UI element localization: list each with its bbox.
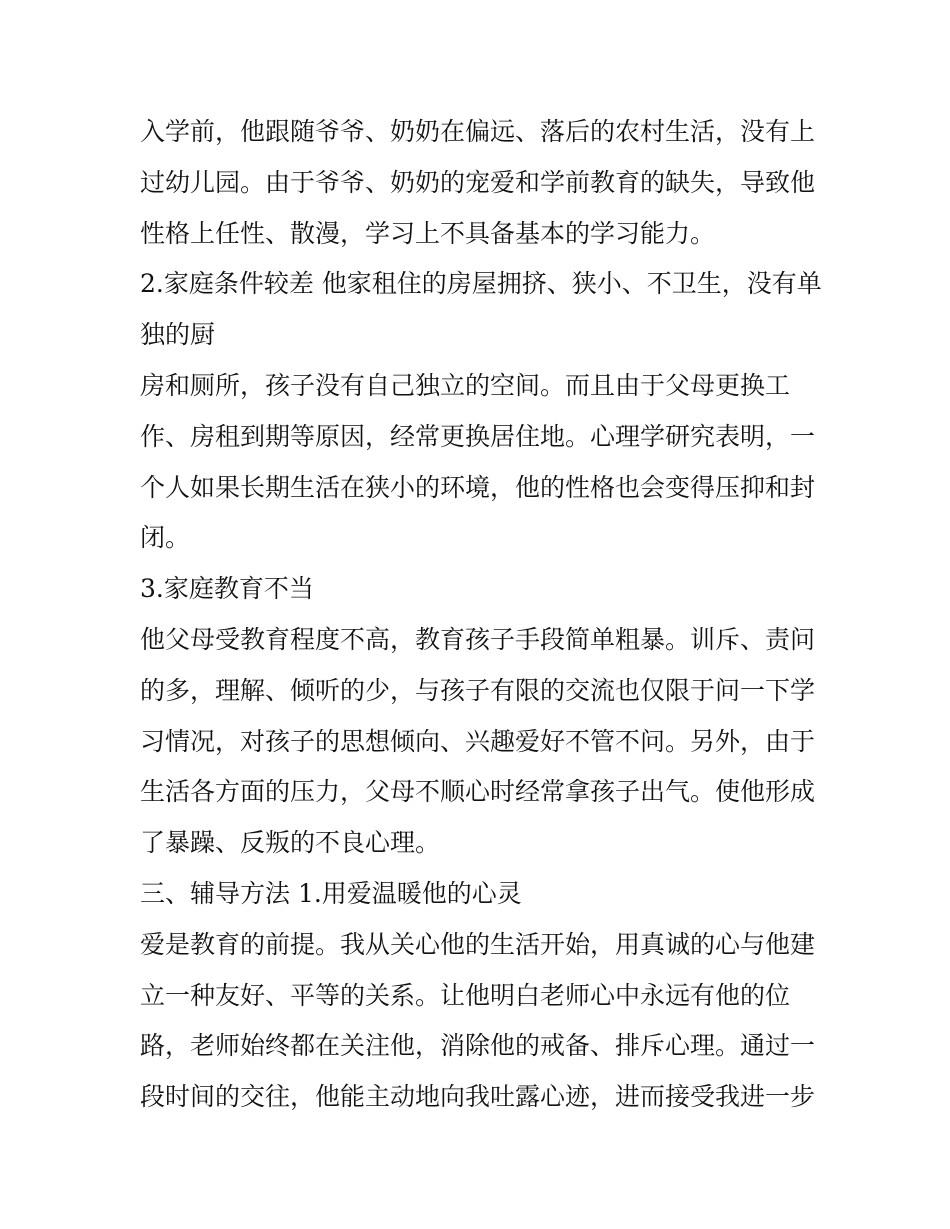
text-line: 习情况，对孩子的思想倾向、兴趣爱好不管不问。另外，由于 — [140, 726, 816, 756]
text-line: 爱是教育的前提。我从关心他的生活开始，用真诚的心与他建 — [140, 929, 816, 959]
section-heading-line: 2.家庭条件较差 他家租住的房屋拥挤、狭小、不卫生，没有单 — [140, 269, 822, 299]
text-line: 段时间的交往，他能主动地向我吐露心迹，进而接受我进一步 — [140, 1082, 816, 1112]
text-line: 立一种友好、平等的关系。让他明白老师心中永远有他的位 — [140, 980, 791, 1010]
text-line: 过幼儿园。由于爷爷、奶奶的宠爱和学前教育的缺失，导致他 — [140, 167, 816, 197]
text-line: 路，老师始终都在关注他，消除他的戒备、排斥心理。通过一 — [140, 1031, 816, 1061]
text-line: 生活各方面的压力，父母不顺心时经常拿孩子出气。使他形成 — [140, 777, 816, 807]
section-heading-line: 三、辅导方法 1.用爱温暖他的心灵 — [140, 878, 522, 908]
text-line: 性格上任性、散漫，学习上不具备基本的学习能力。 — [140, 218, 716, 248]
text-line: 房和厕所，孩子没有自己独立的空间。而且由于父母更换工 — [140, 370, 791, 400]
section-heading-line: 3.家庭教育不当 — [140, 574, 314, 604]
text-line: 个人如果长期生活在狭小的环境，他的性格也会变得压抑和封 — [140, 472, 816, 502]
text-line: 入学前，他跟随爷爷、奶奶在偏远、落后的农村生活，没有上 — [140, 117, 816, 146]
text-line: 独的厨 — [140, 320, 216, 350]
text-line: 了暴躁、反叛的不良心理。 — [140, 828, 441, 858]
text-line: 作、房租到期等原因，经常更换居住地。心理学研究表明，一 — [140, 421, 816, 451]
text-line: 的多，理解、倾听的少，与孩子有限的交流也仅限于问一下学 — [140, 675, 816, 705]
text-line: 他父母受教育程度不高，教育孩子手段简单粗暴。训斥、责问 — [140, 624, 816, 654]
text-line: 闭。 — [140, 523, 191, 553]
document-body — [140, 107, 820, 1123]
